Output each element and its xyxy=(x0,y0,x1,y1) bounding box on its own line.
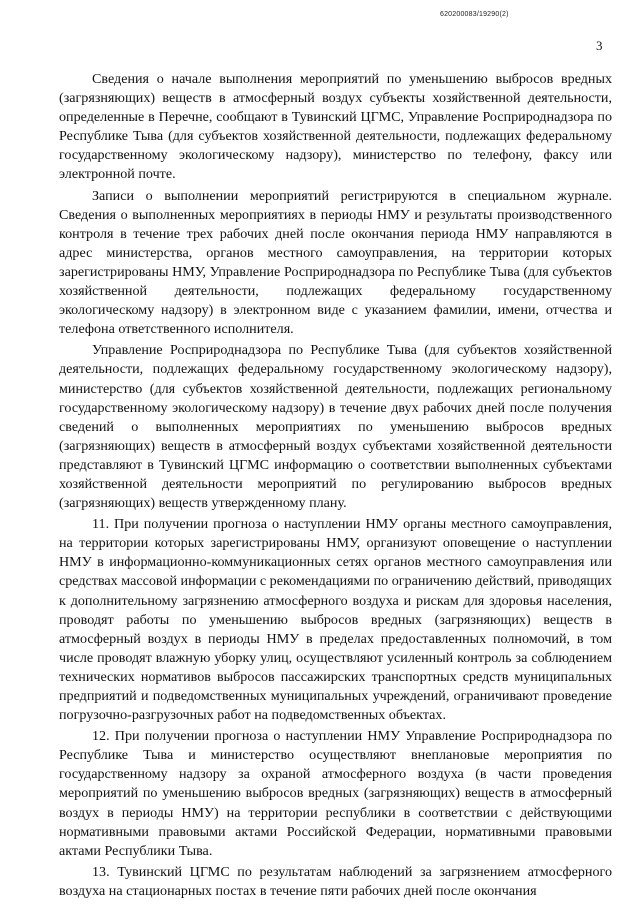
paragraph-journal-records: Записи о выполнении мероприятий регистрируются в специальном журнале. Сведения о выполненных мероприятиях в периоды НМУ и результаты производственного контроля в течение трех рабочих дней после окончания периода НМУ направляются в адрес министерства, органов местного самоуправления, на территории которых зарегистрированы НМУ, Управление Росприроднадзора по Республике Тыва (для субъектов хозяйственной деятельности, подлежащих федеральному государственному экологическому надзору) в электронном виде с указанием фамилии, имени, отчества и телефона ответственного исполнителя. xyxy=(59,187,612,338)
paragraph-item-12: 12. При получении прогноза о наступлении НМУ Управление Росприроднадзора по Республике Тыва и министерство осуществляют внеплановые мероприятия по государственному надзору за охраной атмосферного воздуха (в части проведения мероприятий по уменьшению выбросов вредных (загрязняющих) веществ в атмосферный воздух в периоды НМУ) на территории республики в соответствии с действующими нормативными правовыми актами Российской Федерации, нормативными правовыми актами Республики Тыва. xyxy=(59,728,612,859)
document-id: 620200083/19290(2) xyxy=(440,11,509,18)
document-body xyxy=(59,70,612,903)
page-number: 3 xyxy=(596,38,603,53)
paragraph-monitoring-start-notice: Сведения о начале выполнения мероприятий по уменьшению выбросов вредных (загрязняющих) веществ в атмосферный воздух субъекты хозяйственной деятельности, определенные в Перечне, сообщают в Тувинский ЦГМС, Управление Росприроднадзора по Республике Тыва (для субъектов хозяйственной деятельности, подлежащих федеральному государственному экологическому надзору), министерство по телефону, факсу или электронной почте. xyxy=(59,71,612,183)
paragraph-item-13: 13. Тувинский ЦГМС по результатам наблюдений за загрязнением атмосферного воздуха на стационарных постах в течение пяти рабочих дней после окончания xyxy=(59,863,612,899)
paragraph-item-11: 11. При получении прогноза о наступлении НМУ органы местного самоуправления, на территории которых зарегистрированы НМУ, организуют оповещение о наступлении НМУ в информационно-коммуникационных сетях органов местного самоуправления или средствах массовой информации с рекомендациями по ограничению действий, приводящих к дополнительному загрязнению атмосферного воздуха и рискам для здоровья населения, проводят работы по уменьшению выбросов вредных (загрязняющих) веществ в атмосферный воздух в периоды НМУ в пределах предоставленных полномочий, в том числе проводят влажную уборку улиц, осуществляют усиленный контроль за соблюдением технических нормативов выбросов пассажирских транспортных средств муниципальных предприятий и подведомственных муниципальных учреждений, ограничивают проведение погрузочно-разгрузочных работ на подведомственных объектах. xyxy=(59,516,612,724)
paragraph-rosprirodnadzor-report: Управление Росприроднадзора по Республике Тыва (для субъектов хозяйственной деятельности, подлежащих федеральному государственному экологическому надзору), министерство (для субъектов хозяйственной деятельности, подлежащих региональному государственному экологическому надзору) в течение двух рабочих дней после получения сведений о выполненных мероприятиях по уменьшению выбросов вредных (загрязняющих) веществ в атмосферный воздух субъектами хозяйственной деятельности представляют в Тувинский ЦГМС информацию о соответствии выполненных субъектами хозяйственной деятельности мероприятий по регулированию выбросов вредных (загрязняющих) веществ утвержденному плану. xyxy=(59,342,612,512)
